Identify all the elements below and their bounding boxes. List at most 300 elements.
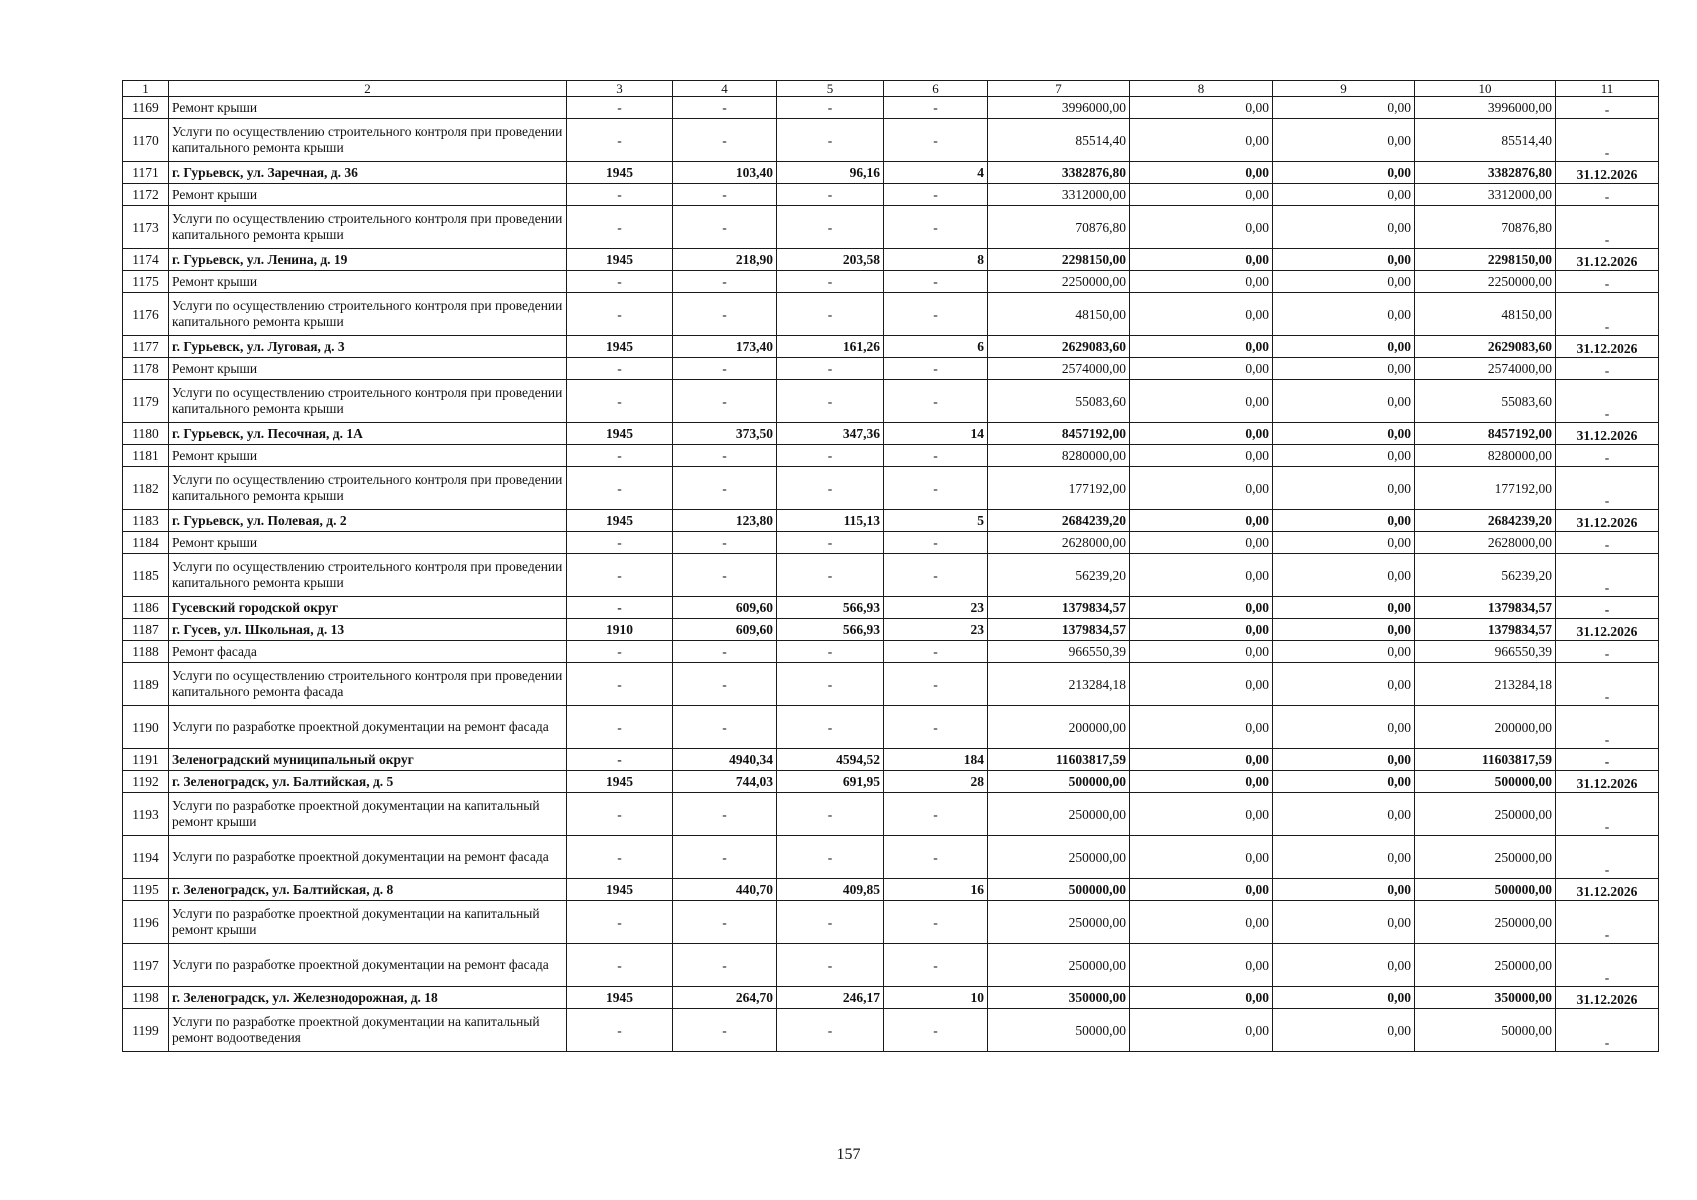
area-living-cell: - [777, 641, 884, 663]
year-cell: 1945 [567, 510, 673, 532]
year-cell: - [567, 293, 673, 336]
area-living-cell: - [777, 554, 884, 597]
row-number-cell: 1192 [123, 771, 169, 793]
row-number-cell: 1184 [123, 532, 169, 554]
row-number-cell: 1187 [123, 619, 169, 641]
residents-cell: 184 [884, 749, 988, 771]
header-cell: 6 [884, 81, 988, 97]
total-cost-cell: 50000,00 [988, 1009, 1130, 1052]
year-cell: - [567, 358, 673, 380]
row-number-cell: 1178 [123, 358, 169, 380]
funding-9-cell: 0,00 [1273, 663, 1415, 706]
area-total-cell: - [673, 467, 777, 510]
description-cell: Услуги по разработке проектной документации на капитальный ремонт крыши [169, 901, 567, 944]
table-row-work [123, 1009, 1659, 1052]
table-row-work [123, 793, 1659, 836]
table-body [123, 97, 1659, 1052]
funding-8-cell: 0,00 [1130, 380, 1273, 423]
total-cost-cell: 8280000,00 [988, 445, 1130, 467]
row-number-cell: 1191 [123, 749, 169, 771]
funding-9-cell: 0,00 [1273, 619, 1415, 641]
funding-10-cell: 3996000,00 [1415, 97, 1556, 119]
total-cost-cell: 350000,00 [988, 987, 1130, 1009]
area-total-cell: 4940,34 [673, 749, 777, 771]
residents-cell: 4 [884, 162, 988, 184]
header-cell: 11 [1556, 81, 1659, 97]
funding-10-cell: 55083,60 [1415, 380, 1556, 423]
funding-9-cell: 0,00 [1273, 293, 1415, 336]
total-cost-cell: 2629083,60 [988, 336, 1130, 358]
residents-cell: - [884, 467, 988, 510]
description-cell: Услуги по осуществлению строительного контроля при проведении капитального ремонта крыши [169, 554, 567, 597]
funding-8-cell: 0,00 [1130, 597, 1273, 619]
funding-9-cell: 0,00 [1273, 597, 1415, 619]
area-total-cell: - [673, 901, 777, 944]
description-cell: г. Гурьевск, ул. Заречная, д. 36 [169, 162, 567, 184]
funding-8-cell: 0,00 [1130, 944, 1273, 987]
description-cell: Ремонт крыши [169, 97, 567, 119]
funding-10-cell: 177192,00 [1415, 467, 1556, 510]
completion-date-cell: - [1556, 663, 1659, 706]
funding-8-cell: 0,00 [1130, 249, 1273, 271]
completion-date-cell: - [1556, 206, 1659, 249]
residents-cell: 14 [884, 423, 988, 445]
description-cell: Услуги по осуществлению строительного контроля при проведении капитального ремонта крыши [169, 119, 567, 162]
table-row-work [123, 467, 1659, 510]
table-row-object [123, 336, 1659, 358]
funding-8-cell: 0,00 [1130, 879, 1273, 901]
table-row-work [123, 119, 1659, 162]
funding-10-cell: 8280000,00 [1415, 445, 1556, 467]
funding-10-cell: 48150,00 [1415, 293, 1556, 336]
funding-9-cell: 0,00 [1273, 510, 1415, 532]
repair-plan-table [122, 80, 1659, 1052]
funding-10-cell: 2684239,20 [1415, 510, 1556, 532]
header-cell: 10 [1415, 81, 1556, 97]
residents-cell: - [884, 944, 988, 987]
table-row-work [123, 445, 1659, 467]
funding-10-cell: 250000,00 [1415, 836, 1556, 879]
total-cost-cell: 966550,39 [988, 641, 1130, 663]
description-cell: Услуги по разработке проектной документации на ремонт фасада [169, 944, 567, 987]
completion-date-cell: 31.12.2026 [1556, 423, 1659, 445]
residents-cell: 5 [884, 510, 988, 532]
funding-8-cell: 0,00 [1130, 641, 1273, 663]
completion-date-cell: 31.12.2026 [1556, 879, 1659, 901]
area-total-cell: - [673, 1009, 777, 1052]
total-cost-cell: 500000,00 [988, 879, 1130, 901]
funding-8-cell: 0,00 [1130, 793, 1273, 836]
description-cell: Услуги по разработке проектной документации на капитальный ремонт крыши [169, 793, 567, 836]
table-row-work [123, 271, 1659, 293]
area-living-cell: - [777, 836, 884, 879]
funding-8-cell: 0,00 [1130, 445, 1273, 467]
table-row-work [123, 901, 1659, 944]
description-cell: Услуги по осуществлению строительного контроля при проведении капитального ремонта фасада [169, 663, 567, 706]
funding-9-cell: 0,00 [1273, 749, 1415, 771]
total-cost-cell: 2684239,20 [988, 510, 1130, 532]
area-living-cell: - [777, 706, 884, 749]
residents-cell: - [884, 532, 988, 554]
description-cell: Услуги по разработке проектной документации на ремонт фасада [169, 706, 567, 749]
completion-date-cell: - [1556, 641, 1659, 663]
total-cost-cell: 48150,00 [988, 293, 1130, 336]
completion-date-cell: 31.12.2026 [1556, 510, 1659, 532]
area-total-cell: 218,90 [673, 249, 777, 271]
residents-cell: 28 [884, 771, 988, 793]
year-cell: - [567, 793, 673, 836]
funding-10-cell: 213284,18 [1415, 663, 1556, 706]
table-row-object [123, 423, 1659, 445]
description-cell: Ремонт фасада [169, 641, 567, 663]
funding-9-cell: 0,00 [1273, 532, 1415, 554]
year-cell: 1945 [567, 162, 673, 184]
residents-cell: - [884, 445, 988, 467]
area-living-cell: 691,95 [777, 771, 884, 793]
area-total-cell: - [673, 793, 777, 836]
residents-cell: - [884, 119, 988, 162]
funding-8-cell: 0,00 [1130, 771, 1273, 793]
funding-9-cell: 0,00 [1273, 987, 1415, 1009]
funding-8-cell: 0,00 [1130, 706, 1273, 749]
area-total-cell: 173,40 [673, 336, 777, 358]
total-cost-cell: 1379834,57 [988, 619, 1130, 641]
year-cell: - [567, 184, 673, 206]
header-cell: 1 [123, 81, 169, 97]
row-number-cell: 1186 [123, 597, 169, 619]
funding-10-cell: 56239,20 [1415, 554, 1556, 597]
year-cell: 1945 [567, 423, 673, 445]
area-total-cell: - [673, 119, 777, 162]
funding-9-cell: 0,00 [1273, 380, 1415, 423]
area-living-cell: - [777, 293, 884, 336]
completion-date-cell: - [1556, 793, 1659, 836]
total-cost-cell: 55083,60 [988, 380, 1130, 423]
row-number-cell: 1183 [123, 510, 169, 532]
column-number-header [123, 81, 1659, 97]
area-living-cell: - [777, 532, 884, 554]
row-number-cell: 1171 [123, 162, 169, 184]
funding-8-cell: 0,00 [1130, 510, 1273, 532]
funding-8-cell: 0,00 [1130, 749, 1273, 771]
table-row-object [123, 249, 1659, 271]
funding-8-cell: 0,00 [1130, 1009, 1273, 1052]
area-living-cell: 409,85 [777, 879, 884, 901]
row-number-cell: 1188 [123, 641, 169, 663]
area-total-cell: - [673, 97, 777, 119]
table-row-object [123, 987, 1659, 1009]
funding-10-cell: 70876,80 [1415, 206, 1556, 249]
area-total-cell: - [673, 836, 777, 879]
year-cell: - [567, 836, 673, 879]
funding-8-cell: 0,00 [1130, 836, 1273, 879]
description-cell: Ремонт крыши [169, 271, 567, 293]
funding-10-cell: 500000,00 [1415, 879, 1556, 901]
row-number-cell: 1185 [123, 554, 169, 597]
area-total-cell: - [673, 532, 777, 554]
row-number-cell: 1190 [123, 706, 169, 749]
area-living-cell: - [777, 1009, 884, 1052]
description-cell: Ремонт крыши [169, 184, 567, 206]
table-row-work [123, 836, 1659, 879]
funding-9-cell: 0,00 [1273, 901, 1415, 944]
row-number-cell: 1193 [123, 793, 169, 836]
completion-date-cell: - [1556, 944, 1659, 987]
page-number: 157 [836, 1146, 861, 1163]
completion-date-cell: 31.12.2026 [1556, 249, 1659, 271]
area-living-cell: - [777, 119, 884, 162]
table-row-work [123, 293, 1659, 336]
total-cost-cell: 85514,40 [988, 119, 1130, 162]
funding-10-cell: 50000,00 [1415, 1009, 1556, 1052]
area-living-cell: 96,16 [777, 162, 884, 184]
funding-9-cell: 0,00 [1273, 793, 1415, 836]
area-total-cell: 609,60 [673, 619, 777, 641]
completion-date-cell: 31.12.2026 [1556, 619, 1659, 641]
completion-date-cell: - [1556, 554, 1659, 597]
year-cell: - [567, 749, 673, 771]
funding-9-cell: 0,00 [1273, 184, 1415, 206]
year-cell: - [567, 663, 673, 706]
funding-8-cell: 0,00 [1130, 619, 1273, 641]
completion-date-cell: 31.12.2026 [1556, 771, 1659, 793]
row-number-cell: 1170 [123, 119, 169, 162]
year-cell: 1945 [567, 879, 673, 901]
area-living-cell: - [777, 380, 884, 423]
year-cell: - [567, 641, 673, 663]
funding-8-cell: 0,00 [1130, 987, 1273, 1009]
area-total-cell: - [673, 706, 777, 749]
residents-cell: - [884, 358, 988, 380]
table-row-work [123, 706, 1659, 749]
area-total-cell: 103,40 [673, 162, 777, 184]
row-number-cell: 1180 [123, 423, 169, 445]
funding-9-cell: 0,00 [1273, 879, 1415, 901]
funding-10-cell: 2298150,00 [1415, 249, 1556, 271]
year-cell: - [567, 597, 673, 619]
funding-8-cell: 0,00 [1130, 532, 1273, 554]
funding-9-cell: 0,00 [1273, 836, 1415, 879]
completion-date-cell: - [1556, 1009, 1659, 1052]
area-total-cell: - [673, 380, 777, 423]
total-cost-cell: 3382876,80 [988, 162, 1130, 184]
funding-9-cell: 0,00 [1273, 641, 1415, 663]
residents-cell: 6 [884, 336, 988, 358]
funding-9-cell: 0,00 [1273, 336, 1415, 358]
row-number-cell: 1196 [123, 901, 169, 944]
table-row-work [123, 206, 1659, 249]
funding-10-cell: 2629083,60 [1415, 336, 1556, 358]
completion-date-cell: 31.12.2026 [1556, 162, 1659, 184]
area-total-cell: 744,03 [673, 771, 777, 793]
row-number-cell: 1177 [123, 336, 169, 358]
header-cell: 9 [1273, 81, 1415, 97]
total-cost-cell: 2250000,00 [988, 271, 1130, 293]
total-cost-cell: 3312000,00 [988, 184, 1130, 206]
year-cell: - [567, 380, 673, 423]
area-living-cell: 246,17 [777, 987, 884, 1009]
completion-date-cell: - [1556, 380, 1659, 423]
funding-10-cell: 1379834,57 [1415, 597, 1556, 619]
funding-10-cell: 1379834,57 [1415, 619, 1556, 641]
table-row-work [123, 554, 1659, 597]
total-cost-cell: 250000,00 [988, 836, 1130, 879]
document-sheet [122, 80, 1659, 1052]
funding-9-cell: 0,00 [1273, 944, 1415, 987]
total-cost-cell: 2574000,00 [988, 358, 1130, 380]
table-row-object [123, 510, 1659, 532]
funding-8-cell: 0,00 [1130, 97, 1273, 119]
description-cell: г. Гурьевск, ул. Песочная, д. 1А [169, 423, 567, 445]
total-cost-cell: 8457192,00 [988, 423, 1130, 445]
year-cell: 1945 [567, 249, 673, 271]
area-total-cell: - [673, 206, 777, 249]
completion-date-cell: - [1556, 97, 1659, 119]
completion-date-cell: - [1556, 706, 1659, 749]
row-number-cell: 1175 [123, 271, 169, 293]
area-total-cell: - [673, 641, 777, 663]
row-number-cell: 1199 [123, 1009, 169, 1052]
row-number-cell: 1195 [123, 879, 169, 901]
funding-9-cell: 0,00 [1273, 249, 1415, 271]
table-row-work [123, 380, 1659, 423]
year-cell: - [567, 706, 673, 749]
total-cost-cell: 70876,80 [988, 206, 1130, 249]
area-living-cell: 347,36 [777, 423, 884, 445]
area-living-cell: - [777, 97, 884, 119]
table-row-work [123, 663, 1659, 706]
year-cell: 1910 [567, 619, 673, 641]
area-living-cell: - [777, 184, 884, 206]
header-cell: 4 [673, 81, 777, 97]
funding-8-cell: 0,00 [1130, 358, 1273, 380]
completion-date-cell: 31.12.2026 [1556, 987, 1659, 1009]
table-row-object [123, 749, 1659, 771]
year-cell: 1945 [567, 336, 673, 358]
area-total-cell: - [673, 358, 777, 380]
funding-10-cell: 500000,00 [1415, 771, 1556, 793]
header-cell: 3 [567, 81, 673, 97]
description-cell: Услуги по осуществлению строительного контроля при проведении капитального ремонта крыши [169, 293, 567, 336]
total-cost-cell: 2298150,00 [988, 249, 1130, 271]
area-total-cell: 123,80 [673, 510, 777, 532]
year-cell: - [567, 445, 673, 467]
description-cell: Услуги по разработке проектной документации на ремонт фасада [169, 836, 567, 879]
description-cell: Ремонт крыши [169, 445, 567, 467]
row-number-cell: 1174 [123, 249, 169, 271]
residents-cell: - [884, 836, 988, 879]
row-number-cell: 1197 [123, 944, 169, 987]
funding-9-cell: 0,00 [1273, 206, 1415, 249]
description-cell: г. Гусев, ул. Школьная, д. 13 [169, 619, 567, 641]
funding-8-cell: 0,00 [1130, 119, 1273, 162]
funding-9-cell: 0,00 [1273, 467, 1415, 510]
funding-9-cell: 0,00 [1273, 119, 1415, 162]
total-cost-cell: 177192,00 [988, 467, 1130, 510]
completion-date-cell: - [1556, 836, 1659, 879]
area-living-cell: 4594,52 [777, 749, 884, 771]
table-row-object [123, 619, 1659, 641]
funding-10-cell: 2628000,00 [1415, 532, 1556, 554]
funding-8-cell: 0,00 [1130, 467, 1273, 510]
area-living-cell: - [777, 445, 884, 467]
funding-9-cell: 0,00 [1273, 706, 1415, 749]
header-cell: 7 [988, 81, 1130, 97]
completion-date-cell: - [1556, 271, 1659, 293]
table-row-work [123, 184, 1659, 206]
residents-cell: 16 [884, 879, 988, 901]
area-total-cell: - [673, 293, 777, 336]
row-number-cell: 1176 [123, 293, 169, 336]
table-row-object [123, 597, 1659, 619]
area-living-cell: - [777, 206, 884, 249]
year-cell: - [567, 1009, 673, 1052]
residents-cell: - [884, 97, 988, 119]
area-living-cell: - [777, 271, 884, 293]
residents-cell: - [884, 663, 988, 706]
residents-cell: - [884, 641, 988, 663]
description-cell: Ремонт крыши [169, 532, 567, 554]
total-cost-cell: 250000,00 [988, 944, 1130, 987]
total-cost-cell: 500000,00 [988, 771, 1130, 793]
area-living-cell: 566,93 [777, 619, 884, 641]
funding-8-cell: 0,00 [1130, 293, 1273, 336]
table-row-work [123, 97, 1659, 119]
row-number-cell: 1173 [123, 206, 169, 249]
area-total-cell: 609,60 [673, 597, 777, 619]
area-living-cell: 203,58 [777, 249, 884, 271]
table-row-work [123, 944, 1659, 987]
funding-10-cell: 2574000,00 [1415, 358, 1556, 380]
year-cell: - [567, 944, 673, 987]
table-row-object [123, 162, 1659, 184]
description-cell: г. Зеленоградск, ул. Балтийская, д. 8 [169, 879, 567, 901]
description-cell: Услуги по осуществлению строительного контроля при проведении капитального ремонта крыши [169, 467, 567, 510]
table-row-object [123, 771, 1659, 793]
completion-date-cell: - [1556, 358, 1659, 380]
area-total-cell: - [673, 184, 777, 206]
residents-cell: - [884, 206, 988, 249]
funding-9-cell: 0,00 [1273, 358, 1415, 380]
area-living-cell: - [777, 944, 884, 987]
area-total-cell: 373,50 [673, 423, 777, 445]
funding-10-cell: 85514,40 [1415, 119, 1556, 162]
area-total-cell: 440,70 [673, 879, 777, 901]
year-cell: - [567, 467, 673, 510]
area-total-cell: - [673, 944, 777, 987]
funding-8-cell: 0,00 [1130, 554, 1273, 597]
header-cell: 8 [1130, 81, 1273, 97]
funding-8-cell: 0,00 [1130, 663, 1273, 706]
area-living-cell: 566,93 [777, 597, 884, 619]
residents-cell: 10 [884, 987, 988, 1009]
funding-8-cell: 0,00 [1130, 206, 1273, 249]
total-cost-cell: 11603817,59 [988, 749, 1130, 771]
completion-date-cell: - [1556, 184, 1659, 206]
funding-8-cell: 0,00 [1130, 423, 1273, 445]
funding-10-cell: 350000,00 [1415, 987, 1556, 1009]
year-cell: - [567, 554, 673, 597]
row-number-cell: 1194 [123, 836, 169, 879]
description-cell: Ремонт крыши [169, 358, 567, 380]
table-row-work [123, 641, 1659, 663]
funding-10-cell: 8457192,00 [1415, 423, 1556, 445]
completion-date-cell: - [1556, 467, 1659, 510]
area-living-cell: - [777, 663, 884, 706]
row-number-cell: 1189 [123, 663, 169, 706]
total-cost-cell: 250000,00 [988, 901, 1130, 944]
year-cell: - [567, 901, 673, 944]
